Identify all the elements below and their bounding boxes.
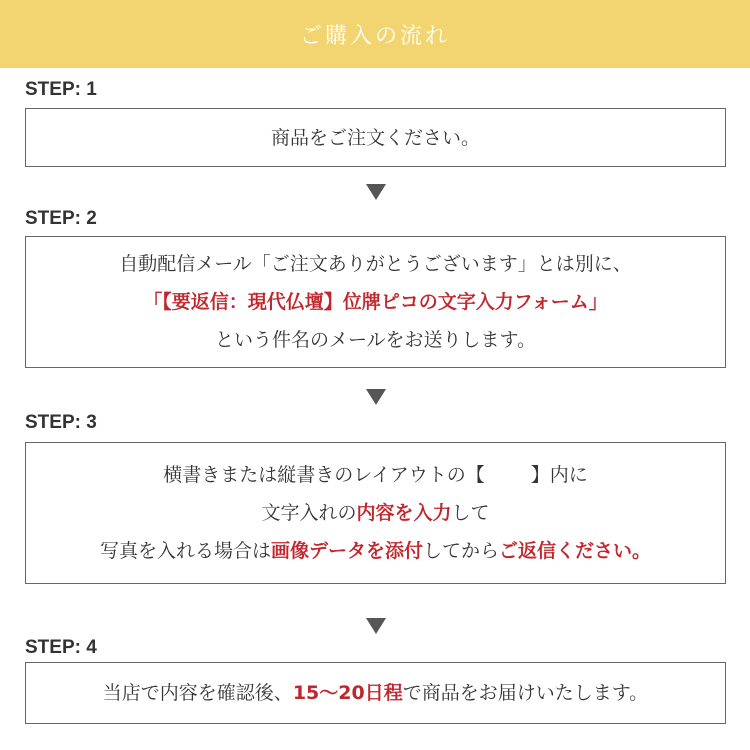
step-3-text-2b: して <box>451 502 490 524</box>
step-3-box <box>25 442 726 584</box>
step-3-text-1a: 横書きまたは縦書きのレイアウトの【 <box>163 464 485 486</box>
step-2-form-name: 「【要返信：現代仏壇】位牌ピコの文字入力フォーム」 <box>143 291 608 313</box>
triangle-down-icon <box>366 389 386 405</box>
step-1-line-1 <box>271 119 480 157</box>
step-3-line-3 <box>100 532 651 570</box>
step-3-line-2 <box>261 494 489 532</box>
step-1-text: 商品をご注文ください。 <box>270 126 480 149</box>
step-3-text-3b: してから <box>423 540 500 562</box>
step-3-text-3a: 写真を入れる場合は <box>99 540 271 562</box>
step-4-label: STEP: 4 <box>25 637 97 658</box>
step-3-highlight-attach: 画像データを添付 <box>270 540 423 562</box>
step-3-line-1 <box>163 456 588 494</box>
step-2-line-2 <box>143 283 608 321</box>
step-4-highlight-days: 15〜20日程 <box>292 682 403 704</box>
header-title: ご購入の流れ <box>299 23 450 49</box>
step-4-text-b: で商品をお届けいたします。 <box>402 682 649 704</box>
step-2-line-1 <box>119 245 632 283</box>
step-2-text-3: という件名のメールをお送りします。 <box>214 329 537 351</box>
step-2-label: STEP: 2 <box>25 208 97 229</box>
step-2-line-3 <box>215 321 536 359</box>
triangle-down-icon <box>366 618 386 634</box>
step-3-text-1b: 】内に <box>530 464 588 486</box>
step-3-text-2a: 文字入れの <box>261 502 357 524</box>
step-3-label: STEP: 3 <box>25 412 97 433</box>
triangle-down-icon <box>366 184 386 200</box>
step-4-box <box>25 662 726 724</box>
step-2-text-1: 自動配信メール「ご注文ありがとうございます」とは別に、 <box>119 253 632 275</box>
step-3-highlight-reply: ご返信ください。 <box>499 540 652 562</box>
page-header <box>0 0 750 68</box>
step-1-box <box>25 108 726 167</box>
step-4-text-a: 当店で内容を確認後、 <box>102 682 293 704</box>
step-3-highlight-input: 内容を入力 <box>356 502 452 524</box>
step-2-box <box>25 236 726 368</box>
step-1-label: STEP: 1 <box>25 79 97 100</box>
step-4-line-1 <box>103 674 648 712</box>
